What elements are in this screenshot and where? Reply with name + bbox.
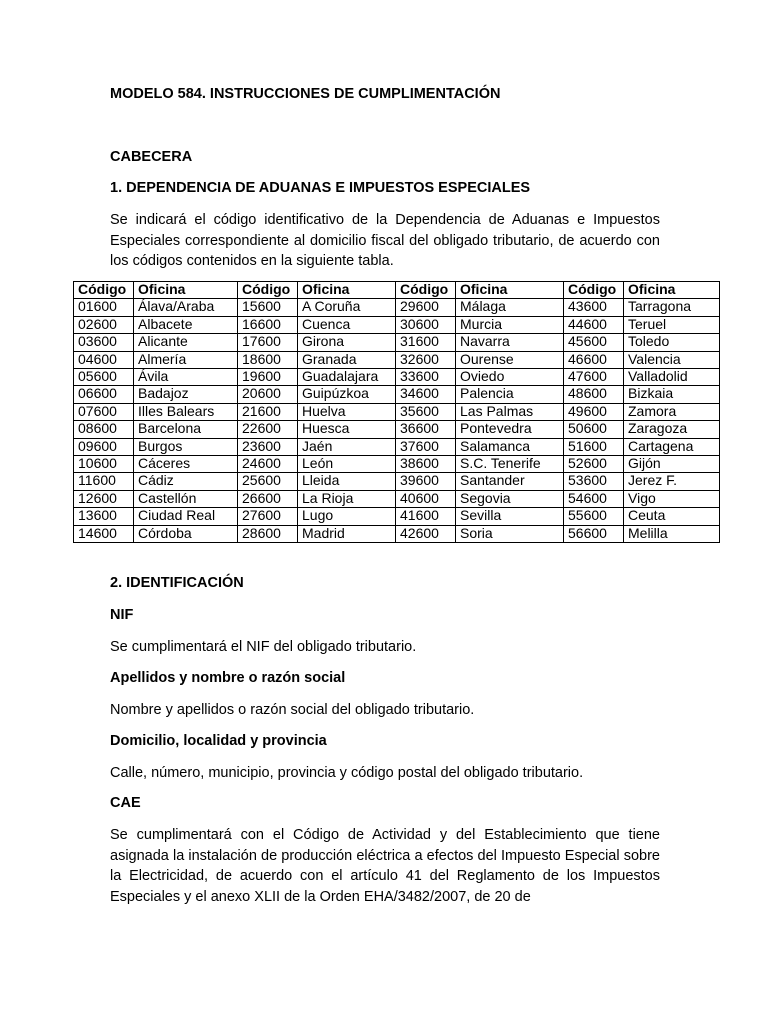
- oficina-cell: Bizkaia: [624, 386, 720, 403]
- oficina-cell: Lugo: [298, 508, 396, 525]
- oficina-cell: Zaragoza: [624, 421, 720, 438]
- oficina-cell: Burgos: [134, 438, 238, 455]
- oficina-cell: Jaén: [298, 438, 396, 455]
- codigo-cell: 14600: [74, 525, 134, 542]
- oficina-cell: Gijón: [624, 456, 720, 473]
- oficina-cell: Ceuta: [624, 508, 720, 525]
- codigo-cell: 01600: [74, 299, 134, 316]
- oficina-cell: Granada: [298, 351, 396, 368]
- oficina-cell: Madrid: [298, 525, 396, 542]
- codigo-cell: 39600: [396, 473, 456, 490]
- codigo-cell: 22600: [238, 421, 298, 438]
- codigo-cell: 19600: [238, 369, 298, 386]
- oficina-cell: Girona: [298, 334, 396, 351]
- codigo-cell: 43600: [564, 299, 624, 316]
- table-row: [74, 316, 720, 333]
- apellidos-heading: Apellidos y nombre o razón social: [110, 670, 346, 686]
- table-body: [74, 299, 720, 543]
- oficina-cell: Palencia: [456, 386, 564, 403]
- codigo-cell: 12600: [74, 490, 134, 507]
- oficina-cell: Ávila: [134, 369, 238, 386]
- table-row: [74, 525, 720, 542]
- codigo-cell: 13600: [74, 508, 134, 525]
- codigo-cell: 07600: [74, 403, 134, 420]
- codigo-cell: 46600: [564, 351, 624, 368]
- oficina-cell: Santander: [456, 473, 564, 490]
- oficina-cell: S.C. Tenerife: [456, 456, 564, 473]
- oficina-cell: Lleida: [298, 473, 396, 490]
- oficina-cell: Castellón: [134, 490, 238, 507]
- oficina-cell: Ourense: [456, 351, 564, 368]
- table-row: [74, 473, 720, 490]
- codigo-cell: 18600: [238, 351, 298, 368]
- codigo-cell: 33600: [396, 369, 456, 386]
- codigo-cell: 09600: [74, 438, 134, 455]
- domicilio-heading: Domicilio, localidad y provincia: [110, 733, 327, 749]
- oficina-cell: La Rioja: [298, 490, 396, 507]
- codigo-cell: 42600: [396, 525, 456, 542]
- cae-paragraph: Se cumplimentará con el Código de Actividad y del Establecimiento que tiene asignada la instalación de producción eléctrica a efectos del Impuesto Especial sobre la Electricidad, de acuerdo con el artículo 41 del Reglamento de los Impuestos Especiales y el anexo XLII de la Orden EHA/3482/2007, de 20 de: [110, 827, 660, 905]
- oficina-cell: Tarragona: [624, 299, 720, 316]
- oficina-cell: Salamanca: [456, 438, 564, 455]
- cae-heading: CAE: [110, 795, 141, 811]
- codigo-cell: 36600: [396, 421, 456, 438]
- oficina-cell: Sevilla: [456, 508, 564, 525]
- codigo-cell: 37600: [396, 438, 456, 455]
- oficina-cell: Segovia: [456, 490, 564, 507]
- codigo-cell: 26600: [238, 490, 298, 507]
- codigo-cell: 11600: [74, 473, 134, 490]
- oficina-cell: Albacete: [134, 316, 238, 333]
- codigo-cell: 21600: [238, 403, 298, 420]
- codigo-cell: 30600: [396, 316, 456, 333]
- oficina-cell: Melilla: [624, 525, 720, 542]
- oficina-cell: Oviedo: [456, 369, 564, 386]
- oficina-cell: Cáceres: [134, 456, 238, 473]
- table-row: [74, 351, 720, 368]
- oficina-cell: Valencia: [624, 351, 720, 368]
- oficina-cell: Alicante: [134, 334, 238, 351]
- codigo-cell: 48600: [564, 386, 624, 403]
- oficina-cell: Valladolid: [624, 369, 720, 386]
- codigo-cell: 31600: [396, 334, 456, 351]
- codigo-cell: 27600: [238, 508, 298, 525]
- table-row: [74, 438, 720, 455]
- codigo-cell: 24600: [238, 456, 298, 473]
- oficina-cell: Pontevedra: [456, 421, 564, 438]
- oficina-cell: Cádiz: [134, 473, 238, 490]
- oficina-cell: Murcia: [456, 316, 564, 333]
- table-row: [74, 490, 720, 507]
- oficina-cell: Zamora: [624, 403, 720, 420]
- codigo-cell: 02600: [74, 316, 134, 333]
- col-header-oficina: Oficina: [624, 282, 720, 299]
- table-row: [74, 334, 720, 351]
- codigo-cell: 04600: [74, 351, 134, 368]
- col-header-codigo: Código: [396, 282, 456, 299]
- col-header-oficina: Oficina: [456, 282, 564, 299]
- oficina-cell: Las Palmas: [456, 403, 564, 420]
- section1-paragraph: Se indicará el código identificativo de la Dependencia de Aduanas e Impuestos Especiales correspondiente al domicilio fiscal del obligado tributario, de acuerdo con los códigos contenidos en la siguiente tabla.: [110, 212, 660, 269]
- oficina-cell: Guipúzkoa: [298, 386, 396, 403]
- nif-heading: NIF: [110, 607, 134, 623]
- table-row: [74, 403, 720, 420]
- codigo-cell: 32600: [396, 351, 456, 368]
- codigo-cell: 40600: [396, 490, 456, 507]
- col-header-codigo: Código: [564, 282, 624, 299]
- table-row: [74, 299, 720, 316]
- oficina-cell: Toledo: [624, 334, 720, 351]
- oficina-cell: Almería: [134, 351, 238, 368]
- table-row: [74, 421, 720, 438]
- codigo-cell: 29600: [396, 299, 456, 316]
- codes-table: [73, 281, 720, 543]
- section2-heading: 2. IDENTIFICACIÓN: [110, 575, 244, 591]
- codigo-cell: 55600: [564, 508, 624, 525]
- oficina-cell: Málaga: [456, 299, 564, 316]
- table-row: [74, 508, 720, 525]
- oficina-cell: Álava/Araba: [134, 299, 238, 316]
- codigo-cell: 10600: [74, 456, 134, 473]
- oficina-cell: Navarra: [456, 334, 564, 351]
- table-row: [74, 369, 720, 386]
- codigo-cell: 41600: [396, 508, 456, 525]
- codigo-cell: 47600: [564, 369, 624, 386]
- codigo-cell: 28600: [238, 525, 298, 542]
- codigo-cell: 35600: [396, 403, 456, 420]
- oficina-cell: A Coruña: [298, 299, 396, 316]
- codigo-cell: 49600: [564, 403, 624, 420]
- codigo-cell: 53600: [564, 473, 624, 490]
- codigo-cell: 25600: [238, 473, 298, 490]
- codigo-cell: 06600: [74, 386, 134, 403]
- codigo-cell: 44600: [564, 316, 624, 333]
- domicilio-paragraph: Calle, número, municipio, provincia y código postal del obligado tributario.: [110, 765, 584, 781]
- col-header-oficina: Oficina: [134, 282, 238, 299]
- col-header-oficina: Oficina: [298, 282, 396, 299]
- codigo-cell: 34600: [396, 386, 456, 403]
- table-header-row: [74, 282, 720, 299]
- oficina-cell: Jerez F.: [624, 473, 720, 490]
- oficina-cell: Huelva: [298, 403, 396, 420]
- codigo-cell: 50600: [564, 421, 624, 438]
- codigo-cell: 03600: [74, 334, 134, 351]
- codigo-cell: 56600: [564, 525, 624, 542]
- codigo-cell: 45600: [564, 334, 624, 351]
- cabecera-heading: CABECERA: [110, 149, 193, 165]
- oficina-cell: Vigo: [624, 490, 720, 507]
- oficina-cell: Cuenca: [298, 316, 396, 333]
- oficina-cell: Guadalajara: [298, 369, 396, 386]
- codigo-cell: 52600: [564, 456, 624, 473]
- codigo-cell: 08600: [74, 421, 134, 438]
- document-title: MODELO 584. INSTRUCCIONES DE CUMPLIMENTACIÓN: [110, 86, 501, 102]
- codigo-cell: 54600: [564, 490, 624, 507]
- table-row: [74, 386, 720, 403]
- table-row: [74, 456, 720, 473]
- section1-heading: 1. DEPENDENCIA DE ADUANAS E IMPUESTOS ESPECIALES: [110, 180, 531, 196]
- col-header-codigo: Código: [238, 282, 298, 299]
- oficina-cell: Córdoba: [134, 525, 238, 542]
- oficina-cell: Badajoz: [134, 386, 238, 403]
- apellidos-paragraph: Nombre y apellidos o razón social del obligado tributario.: [110, 702, 475, 718]
- oficina-cell: León: [298, 456, 396, 473]
- codigo-cell: 51600: [564, 438, 624, 455]
- oficina-cell: Ciudad Real: [134, 508, 238, 525]
- oficina-cell: Cartagena: [624, 438, 720, 455]
- codigo-cell: 20600: [238, 386, 298, 403]
- oficina-cell: Teruel: [624, 316, 720, 333]
- oficina-cell: Illes Balears: [134, 403, 238, 420]
- codigo-cell: 17600: [238, 334, 298, 351]
- oficina-cell: Huesca: [298, 421, 396, 438]
- codigo-cell: 15600: [238, 299, 298, 316]
- nif-paragraph: Se cumplimentará el NIF del obligado tributario.: [110, 639, 417, 655]
- codigo-cell: 05600: [74, 369, 134, 386]
- codigo-cell: 23600: [238, 438, 298, 455]
- oficina-cell: Soria: [456, 525, 564, 542]
- oficina-cell: Barcelona: [134, 421, 238, 438]
- col-header-codigo: Código: [74, 282, 134, 299]
- codigo-cell: 38600: [396, 456, 456, 473]
- codigo-cell: 16600: [238, 316, 298, 333]
